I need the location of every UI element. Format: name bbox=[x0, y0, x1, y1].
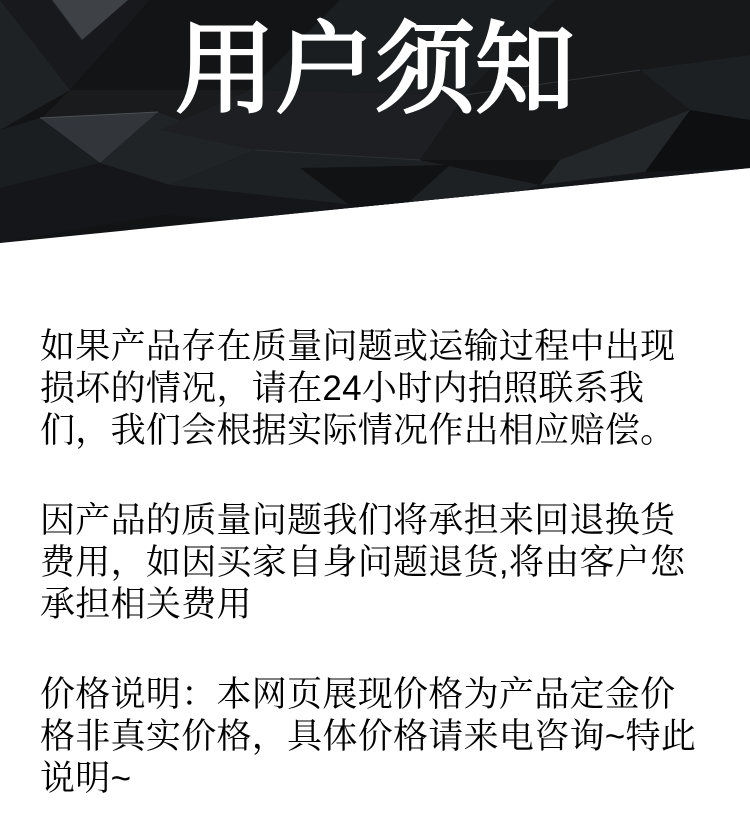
page-title: 用户须知 bbox=[175, 14, 575, 126]
notice-paragraph-price-disclaimer: 价格说明：本网页展现价格为产品定金价格非真实价格，具体价格请来电咨询~特此说明~ bbox=[40, 675, 697, 798]
notice-paragraph-return-policy: 因产品的质量问题我们将承担来回退换货费用，如因买家自身问题退货,将由客户您承担相关费用 bbox=[40, 501, 686, 624]
hero-banner bbox=[0, 0, 750, 250]
notice-body bbox=[0, 250, 750, 800]
notice-paragraph-damage-policy: 如果产品存在质量问题或运输过程中出现损坏的情况，请在24小时内拍照联系我们，我们会根据实际情况作出相应赔偿。 bbox=[40, 327, 676, 450]
